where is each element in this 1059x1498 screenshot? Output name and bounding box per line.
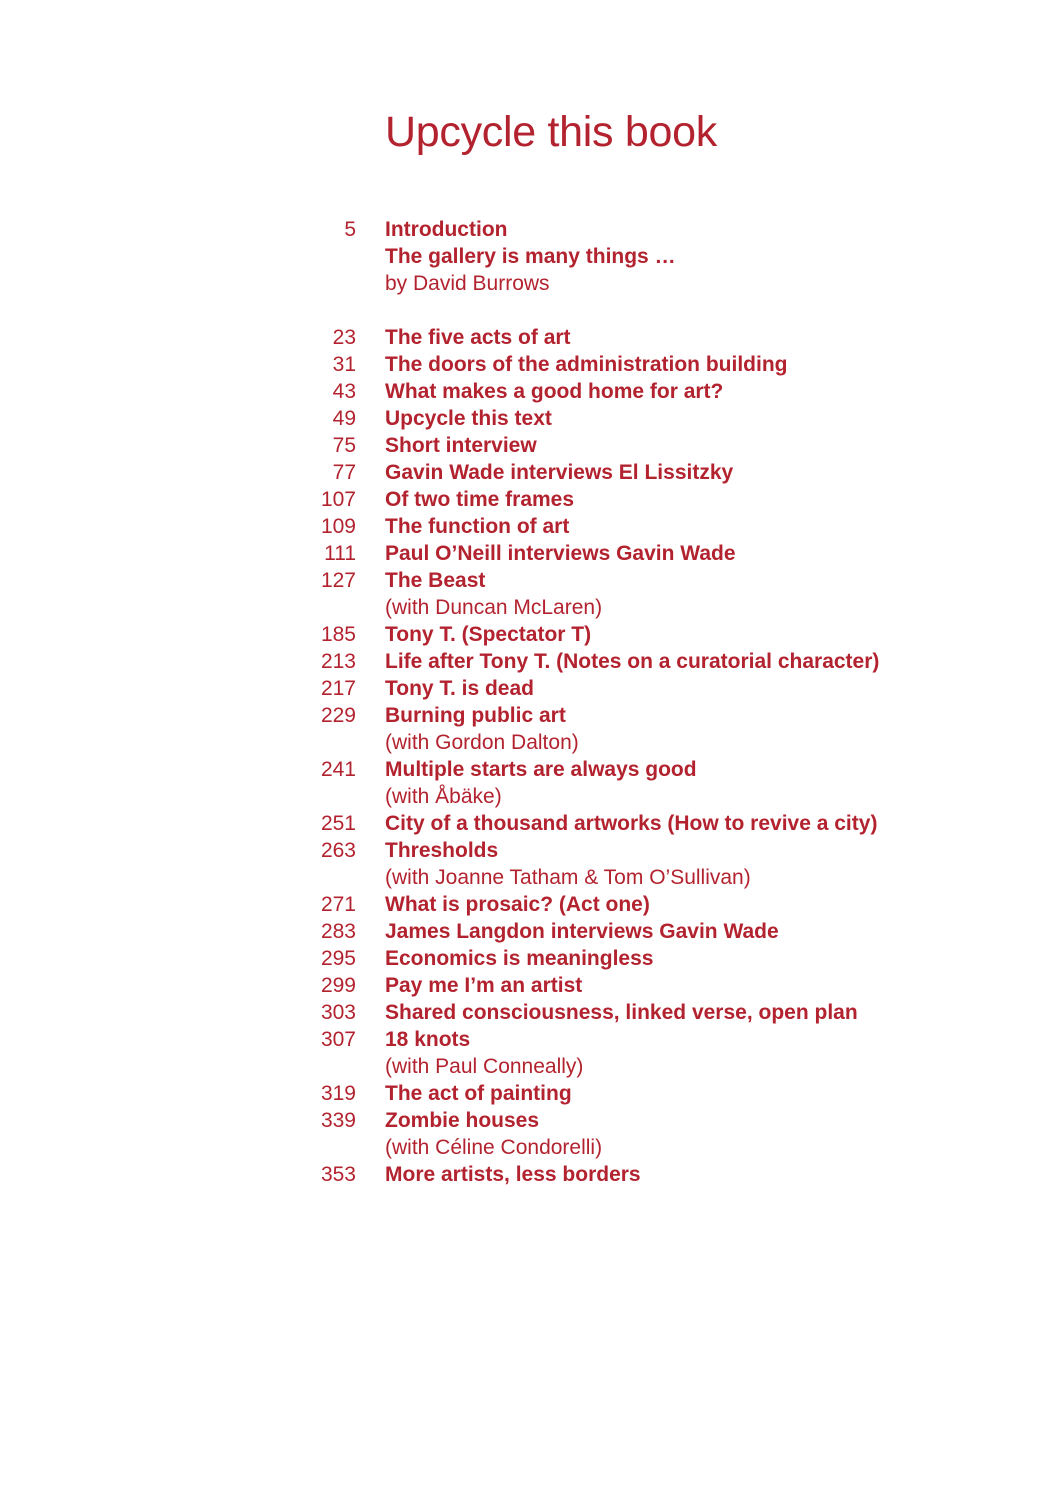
toc-page-number: 213 <box>320 650 356 673</box>
toc-page-number: 241 <box>320 758 356 781</box>
toc-entry-title: Upcycle this text <box>385 407 552 430</box>
toc-entry-text <box>385 540 1045 567</box>
toc-page-number: 319 <box>320 1082 356 1105</box>
toc-entry <box>0 540 1059 567</box>
toc-entry <box>0 702 1059 756</box>
toc-entry-title: The five acts of art <box>385 326 571 349</box>
toc-entry-title: Tony T. is dead <box>385 677 534 700</box>
toc-entry-title: Zombie houses <box>385 1109 540 1132</box>
toc-entry-text <box>385 1107 1045 1161</box>
toc-page-number: 75 <box>332 434 356 457</box>
toc-entry-title: Life after Tony T. (Notes on a curatorial character) <box>385 650 880 673</box>
toc-page-number: 339 <box>320 1109 356 1132</box>
toc-entry <box>0 999 1059 1026</box>
toc-entry-text <box>385 621 1045 648</box>
toc-entry-text <box>385 567 1045 621</box>
toc-entry <box>0 972 1059 999</box>
toc-page-number: 263 <box>320 839 356 862</box>
table-of-contents <box>0 216 1059 1188</box>
toc-entry-text <box>385 891 1045 918</box>
toc-entry-text <box>385 945 1045 972</box>
toc-entry-title: Burning public art <box>385 704 566 727</box>
toc-entry-title: James Langdon interviews Gavin Wade <box>385 920 779 943</box>
toc-entry-text <box>385 1026 1045 1080</box>
toc-entry-subtitle: by David Burrows <box>385 272 550 295</box>
toc-entry-title: Gavin Wade interviews El Lissitzky <box>385 461 734 484</box>
toc-entry <box>0 216 1059 297</box>
toc-entry-subtitle: (with Gordon Dalton) <box>385 731 579 754</box>
toc-entry <box>0 918 1059 945</box>
toc-entry-subtitle: (with Céline Condorelli) <box>385 1136 603 1159</box>
toc-entry <box>0 1026 1059 1080</box>
toc-entry <box>0 648 1059 675</box>
toc-entry <box>0 432 1059 459</box>
toc-entry <box>0 675 1059 702</box>
toc-entry <box>0 1107 1059 1161</box>
toc-entry-title: Thresholds <box>385 839 499 862</box>
toc-page-number: 251 <box>320 812 356 835</box>
toc-entry-text <box>385 756 1045 810</box>
toc-entry-subtitle: (with Joanne Tatham & Tom O’Sullivan) <box>385 866 751 889</box>
toc-page-number: 107 <box>320 488 356 511</box>
toc-entry <box>0 378 1059 405</box>
toc-page-number: 127 <box>320 569 356 592</box>
toc-entry <box>0 324 1059 351</box>
toc-page-number: 43 <box>332 380 356 403</box>
toc-entry-title: What is prosaic? (Act one) <box>385 893 650 916</box>
toc-entry-title: The doors of the administration building <box>385 353 788 376</box>
toc-entry-title: Tony T. (Spectator T) <box>385 623 592 646</box>
toc-entry-text <box>385 810 1045 837</box>
toc-entry <box>0 621 1059 648</box>
page-title: Upcycle this book <box>385 108 717 156</box>
toc-page-number: 49 <box>332 407 356 430</box>
toc-entry <box>0 1161 1059 1188</box>
toc-page-number: 109 <box>320 515 356 538</box>
toc-entry <box>0 756 1059 810</box>
toc-entry-text <box>385 702 1045 756</box>
toc-entry <box>0 459 1059 486</box>
toc-entry-text <box>385 999 1045 1026</box>
toc-entry <box>0 567 1059 621</box>
toc-entry-text <box>385 648 1045 675</box>
toc-entry <box>0 513 1059 540</box>
toc-entry-text <box>385 459 1045 486</box>
toc-entry <box>0 486 1059 513</box>
toc-entry-title: The function of art <box>385 515 570 538</box>
toc-entry-title: City of a thousand artworks (How to revive a city) <box>385 812 878 835</box>
toc-entry <box>0 351 1059 378</box>
toc-entry <box>0 837 1059 891</box>
toc-entry-title: Shared consciousness, linked verse, open plan <box>385 1001 858 1024</box>
toc-entry-text <box>385 675 1045 702</box>
toc-entry-text <box>385 324 1045 351</box>
toc-page-number: 77 <box>332 461 356 484</box>
toc-entry-subtitle: (with Duncan McLaren) <box>385 596 603 619</box>
toc-entry <box>0 891 1059 918</box>
toc-entry-title: The act of painting <box>385 1082 572 1105</box>
toc-entry-text <box>385 351 1045 378</box>
toc-entry-title: What makes a good home for art? <box>385 380 724 403</box>
toc-page-number: 283 <box>320 920 356 943</box>
toc-entry-text <box>385 1080 1045 1107</box>
toc-page-number: 271 <box>320 893 356 916</box>
toc-entry-text <box>385 432 1045 459</box>
toc-entry-title: Paul O’Neill interviews Gavin Wade <box>385 542 736 565</box>
toc-entry-text <box>385 405 1045 432</box>
toc-entry-title: Short interview <box>385 434 537 457</box>
toc-entry <box>0 405 1059 432</box>
toc-entry-text <box>385 513 1045 540</box>
toc-entry-text <box>385 378 1045 405</box>
toc-page-number: 23 <box>332 326 356 349</box>
toc-entry-title: The gallery is many things … <box>385 245 676 268</box>
toc-entry-title: More artists, less borders <box>385 1163 641 1186</box>
toc-page-number: 111 <box>324 542 356 565</box>
toc-page-number: 303 <box>320 1001 356 1024</box>
toc-page-number: 295 <box>320 947 356 970</box>
toc-entry-text <box>385 486 1045 513</box>
toc-entry-title: 18 knots <box>385 1028 471 1051</box>
toc-entry-text <box>385 972 1045 999</box>
toc-page-number: 229 <box>320 704 356 727</box>
toc-page-number: 31 <box>332 353 356 376</box>
toc-page-number: 185 <box>320 623 356 646</box>
toc-entry <box>0 810 1059 837</box>
toc-entry-title: Of two time frames <box>385 488 575 511</box>
toc-entry-title: Introduction <box>385 218 508 241</box>
toc-page-number: 353 <box>320 1163 356 1186</box>
toc-page-number: 307 <box>320 1028 356 1051</box>
toc-entry-subtitle: (with Åbäke) <box>385 785 502 808</box>
toc-entry-text <box>385 1161 1045 1188</box>
toc-entry <box>0 1080 1059 1107</box>
toc-entry <box>0 945 1059 972</box>
toc-page-number: 217 <box>320 677 356 700</box>
toc-entry-title: Multiple starts are always good <box>385 758 697 781</box>
toc-entry-title: Economics is meaningless <box>385 947 654 970</box>
toc-entry-text <box>385 918 1045 945</box>
toc-page-number: 299 <box>320 974 356 997</box>
toc-entry-text <box>385 216 1045 297</box>
toc-entry-title: The Beast <box>385 569 486 592</box>
toc-page-number: 5 <box>344 218 356 241</box>
toc-entry-title: Pay me I’m an artist <box>385 974 583 997</box>
toc-entry-text <box>385 837 1045 891</box>
toc-entry-subtitle: (with Paul Conneally) <box>385 1055 584 1078</box>
